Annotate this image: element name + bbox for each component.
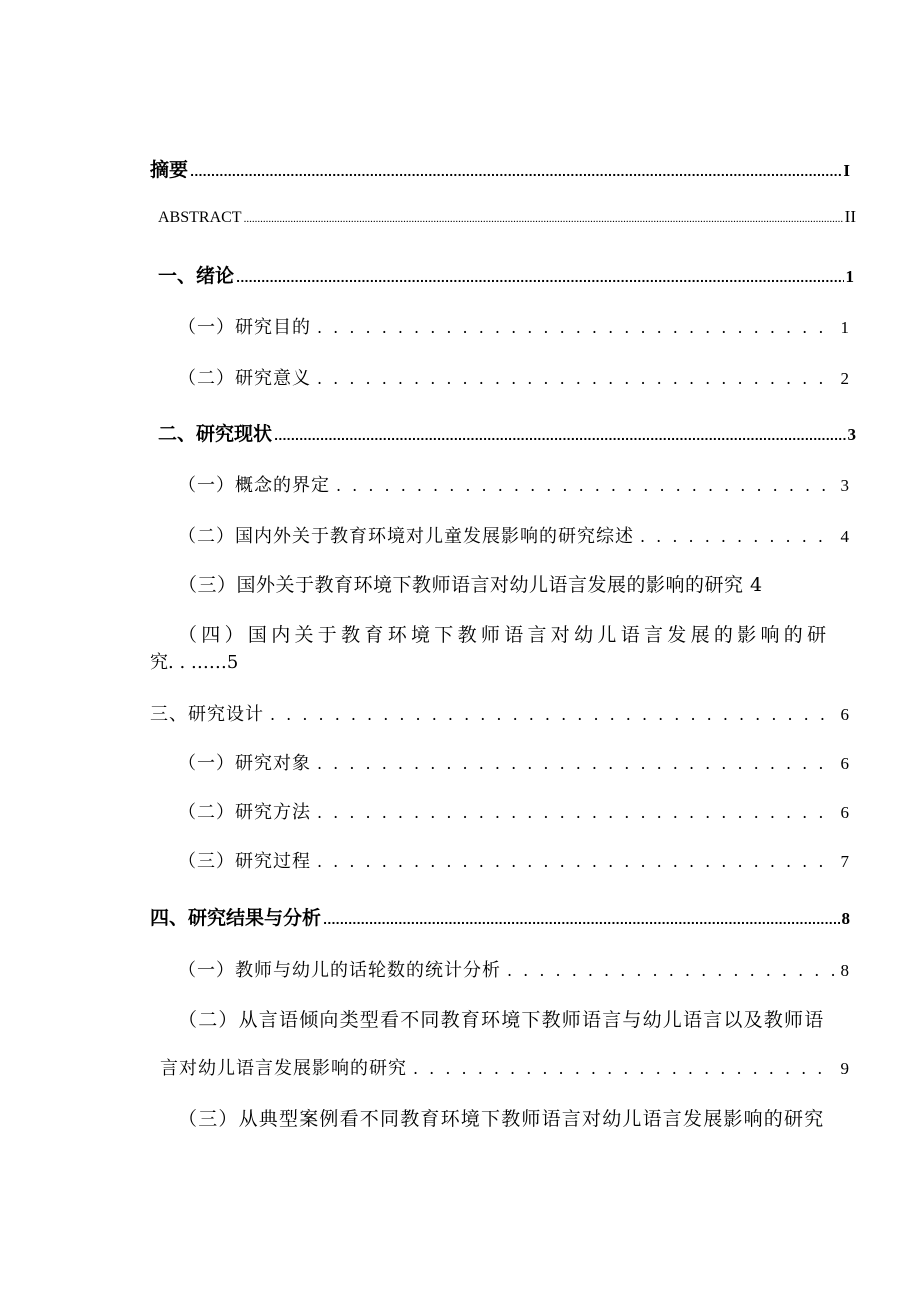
toc-entry-2-3[interactable]: （三）国外关于教育环境下教师语言对幼儿语言发展的影响的研究 4 (178, 574, 763, 596)
toc-page-number: I (843, 161, 850, 180)
toc-entry-label: （二）国内外关于教育环境对儿童发展影响的研究综述 (178, 526, 634, 547)
toc-page-number: 9 (840, 1059, 850, 1078)
toc-page-number: 1 (840, 318, 850, 337)
toc-entry-abstract-cn[interactable] (150, 155, 850, 182)
toc-entry-label: （一）概念的界定 (178, 475, 330, 496)
toc-entry-4-3[interactable]: （三）从典型案例看不同教育环境下教师语言对幼儿语言发展影响的研究 (178, 1108, 825, 1130)
toc-entry-label: （一）研究目的 (178, 317, 311, 338)
toc-entry-4-2-line1[interactable]: （二）从言语倾向类型看不同教育环境下教师语言与幼儿语言以及教师语 (178, 1009, 825, 1031)
toc-entry-abstract-en[interactable] (158, 207, 856, 227)
toc-leader-dots (244, 209, 843, 227)
toc-entry-label: ABSTRACT (158, 209, 242, 226)
toc-leader-dots (317, 851, 835, 872)
toc-leader-dots (336, 475, 835, 496)
toc-leader-dots (270, 704, 835, 725)
toc-leader-dots (236, 265, 843, 287)
toc-leader-dots (274, 423, 845, 445)
toc-leader-dots (317, 753, 835, 774)
toc-page-number: 3 (840, 476, 850, 495)
toc-page-number: 3 (847, 425, 856, 444)
toc-page-number: 8 (841, 909, 850, 928)
toc-entry-label: （一）研究对象 (178, 753, 311, 774)
toc-page-number: 6 (840, 754, 850, 773)
toc-entry-label: 四、研究结果与分析 (150, 907, 322, 929)
toc-page-number: 6 (840, 803, 850, 822)
toc-leader-dots (317, 368, 835, 389)
toc-page-number: 1 (845, 267, 854, 286)
toc-entry-1-2[interactable] (178, 364, 850, 390)
toc-entry-chapter-2[interactable] (158, 419, 856, 446)
toc-page-number: II (844, 207, 856, 226)
toc-page-number: 7 (840, 852, 850, 871)
toc-page-number: 4 (840, 527, 850, 546)
toc-page-number: 2 (840, 369, 850, 388)
toc-entry-label: 三、研究设计 (150, 704, 264, 725)
toc-entry-3-3[interactable] (178, 847, 850, 873)
toc-entry-label: 二、研究现状 (158, 423, 273, 445)
toc-leader-dots (413, 1058, 835, 1079)
toc-entry-chapter-4[interactable] (150, 903, 850, 930)
toc-page-number: 6 (840, 705, 850, 724)
toc-leader-dots (640, 526, 835, 547)
toc-entry-chapter-3[interactable] (150, 700, 850, 726)
toc-entry-4-1[interactable] (178, 956, 850, 982)
toc-entry-2-4-line2[interactable]: 究. . ……5 (150, 652, 239, 673)
toc-entry-2-4-line1[interactable]: （四）国内关于教育环境下教师语言对幼儿语言发展的影响的研 (178, 624, 831, 646)
toc-entry-3-1[interactable] (178, 749, 850, 775)
toc-entry-4-2-line2[interactable] (160, 1054, 850, 1080)
toc-leader-dots (317, 317, 835, 338)
toc-entry-2-1[interactable] (178, 471, 850, 497)
toc-leader-dots (507, 960, 835, 981)
toc-entry-3-2[interactable] (178, 798, 850, 824)
toc-entry-label: （二）研究意义 (178, 368, 311, 389)
toc-entry-2-2[interactable] (178, 522, 850, 548)
toc-entry-chapter-1[interactable] (158, 261, 854, 288)
toc-entry-1-1[interactable] (178, 313, 850, 339)
toc-entry-label: （三）研究过程 (178, 851, 311, 872)
toc-leader-dots (317, 802, 835, 823)
toc-page-number: 8 (840, 961, 850, 980)
toc-leader-dots (190, 159, 841, 181)
toc-entry-label: 摘要 (150, 159, 189, 181)
toc-entry-label: 一、绪论 (158, 265, 235, 287)
toc-entry-label: 言对幼儿语言发展影响的研究 (160, 1058, 407, 1079)
toc-entry-label: （二）研究方法 (178, 802, 311, 823)
toc-entry-label: （一）教师与幼儿的话轮数的统计分析 (178, 960, 501, 981)
toc-leader-dots (323, 907, 839, 929)
